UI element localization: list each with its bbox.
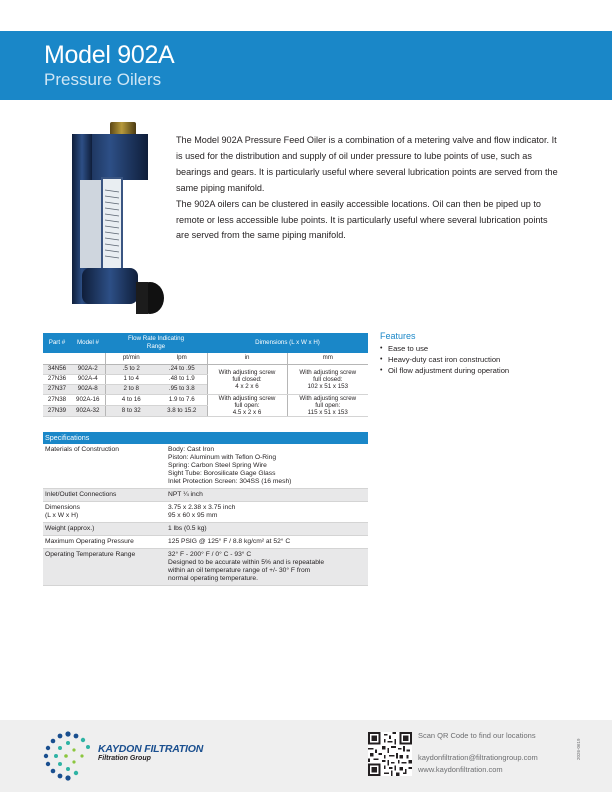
- cell-part: 27N38: [43, 394, 71, 405]
- features-title: Features: [380, 331, 416, 341]
- cell-dims-closed-in: [207, 364, 287, 394]
- cell-model: 902A-32: [71, 405, 105, 416]
- spec-line: 125 PSIG @ 125° F / 8.8 kg/cm² at 52° C: [168, 538, 291, 545]
- cell-model: 902A-2: [71, 364, 105, 374]
- dims-text: With adjusting screw: [218, 368, 276, 376]
- col-header-blank-2: [71, 353, 105, 364]
- spec-line: 95 x 60 x 95 mm: [168, 512, 218, 519]
- spec-label-line: Dimensions: [45, 504, 80, 511]
- spec-value: [168, 523, 368, 535]
- cell-ptmin: 8 to 32: [105, 405, 157, 416]
- spec-line: Piston: Aluminum with Teflon O-Ring: [168, 454, 277, 461]
- cell-ptmin: 1 to 4: [105, 374, 157, 384]
- feature-item: • Heavy-duty cast iron construction: [380, 354, 580, 365]
- dims-text: full open:: [234, 401, 260, 409]
- cell-dims-open-in: [207, 394, 287, 416]
- col-header-lpm: lpm: [157, 353, 207, 364]
- feature-item: • Oil flow adjustment during operation: [380, 365, 580, 376]
- col-header-model: Model #: [71, 333, 105, 353]
- cell-lpm: .48 to 1.9: [157, 374, 207, 384]
- specifications-title: Specifications: [43, 432, 368, 444]
- dims-text: With adjusting screw: [299, 368, 357, 376]
- dims-text: full closed:: [313, 375, 343, 383]
- spec-label: Maximum Operating Pressure: [45, 538, 134, 545]
- dims-text: 4.5 x 2 x 6: [232, 408, 262, 416]
- spec-row: [43, 549, 368, 586]
- spec-line: Designed to be accurate within 5% and is repeatable: [168, 559, 325, 566]
- table-row: [43, 364, 368, 374]
- spec-value: [168, 549, 368, 585]
- cell-part: 34N56: [43, 364, 71, 374]
- col-header-part: Part #: [43, 333, 71, 353]
- col-header-blank-1: [43, 353, 71, 364]
- col-header-ptmin: pt/min: [105, 353, 157, 364]
- cell-ptmin: .5 to 2: [105, 364, 157, 374]
- cell-model: 902A-16: [71, 394, 105, 405]
- cell-model: 902A-8: [71, 384, 105, 394]
- col-header-mm: mm: [287, 353, 368, 364]
- spec-label-line: (L x W x H): [45, 512, 79, 519]
- footer: [0, 720, 612, 792]
- intro-paragraph-2: The 902A oilers can be clustered in easily accessible locations. Oil can then be piped up to remote or less accessible lube points. It is particularly useful where several lubrication points are served from the same piping manifold.: [176, 198, 548, 241]
- col-header-in: in: [207, 353, 287, 364]
- spec-value: [168, 536, 368, 548]
- spec-value: [168, 502, 368, 522]
- cell-part: 27N37: [43, 384, 71, 394]
- features-section: [380, 331, 580, 377]
- parts-table: [43, 333, 368, 417]
- spec-value: [168, 444, 368, 488]
- dims-text: 4 x 2 x 6: [235, 382, 259, 390]
- intro-text: [176, 133, 562, 244]
- website-link[interactable]: www.kaydonfiltration.com: [418, 764, 503, 774]
- spec-value: [168, 489, 368, 501]
- cell-lpm: 1.9 to 7.6: [157, 394, 207, 405]
- spec-label: Materials of Construction: [45, 446, 119, 453]
- spec-row: [43, 502, 368, 523]
- cell-ptmin: 2 to 8: [105, 384, 157, 394]
- col-header-dimensions: Dimensions (L x W x H): [207, 333, 368, 353]
- dims-text: With adjusting screw: [218, 394, 276, 402]
- spec-line: 32° F - 200° F / 0° C - 93° C: [168, 551, 252, 558]
- brand-group: Filtration Group: [98, 755, 151, 762]
- spec-line: Spring: Carbon Steel Spring Wire: [168, 462, 267, 469]
- cell-lpm: 3.8 to 15.2: [157, 405, 207, 416]
- cell-lpm: .24 to .95: [157, 364, 207, 374]
- spec-label: [43, 502, 168, 522]
- dims-text: full open:: [315, 401, 341, 409]
- specifications-table: [43, 432, 368, 586]
- spec-line: NPT ¼ inch: [168, 491, 203, 498]
- kaydon-logo-icon: [38, 728, 98, 786]
- product-image: [64, 118, 168, 324]
- dims-text: 115 x 51 x 153: [307, 408, 348, 416]
- brand-name: KAYDON FILTRATION: [98, 743, 204, 755]
- cell-model: 902A-4: [71, 374, 105, 384]
- intro-paragraph-1: The Model 902A Pressure Feed Oiler is a combination of a metering valve and flow indicator. It is used for the distribution and supply of oil under pressure to lube points of use, such as bearings and gears. It is particularly useful where several lubrication points are served from the same piping manifold.: [176, 135, 558, 193]
- page-title: Model 902A: [44, 41, 175, 69]
- spec-line: 3.75 x 2.38 x 3.75 inch: [168, 504, 236, 511]
- spec-row: [43, 536, 368, 549]
- feature-item: • Ease to use: [380, 343, 580, 354]
- spec-line: within an oil temperature range of +/- 30° F from: [168, 567, 311, 574]
- spec-label: Inlet/Outlet Connections: [45, 491, 117, 498]
- brand-block: [98, 743, 203, 762]
- cell-part: 27N39: [43, 405, 71, 416]
- spec-line: normal operating temperature.: [168, 575, 258, 582]
- email-link[interactable]: kaydonfiltration@filtrationgroup.com: [418, 753, 538, 762]
- spec-row: [43, 523, 368, 536]
- col-header-flow-rate: Flow Rate Indicating Range: [105, 333, 207, 353]
- cell-part: 27N36: [43, 374, 71, 384]
- spec-line: Sight Tube: Borosilicate Gage Glass: [168, 470, 276, 477]
- spec-line: 1 lbs (0.5 kg): [168, 525, 207, 532]
- cell-ptmin: 4 to 16: [105, 394, 157, 405]
- contact-block: [418, 731, 538, 775]
- scan-qr-text: Scan QR Code to find our locations: [418, 731, 536, 740]
- spec-row: [43, 444, 368, 489]
- dims-text: With adjusting screw: [299, 394, 357, 402]
- title-banner: [0, 31, 612, 100]
- document-id: 2026-0619: [576, 738, 581, 760]
- spec-label: Weight (approx.): [45, 525, 95, 532]
- dims-text: full closed:: [232, 375, 262, 383]
- spec-row: [43, 489, 368, 502]
- page-subtitle: Pressure Oilers: [44, 70, 162, 89]
- dims-text: 102 x 51 x 153: [307, 382, 349, 390]
- table-row: [43, 394, 368, 405]
- features-list: [380, 343, 580, 377]
- qr-code-icon[interactable]: [368, 732, 412, 776]
- spec-label: Operating Temperature Range: [45, 551, 136, 558]
- spec-line: Body: Cast Iron: [168, 446, 215, 453]
- cell-lpm: .95 to 3.8: [157, 384, 207, 394]
- cell-dims-open-mm: [287, 394, 368, 416]
- cell-dims-closed-mm: [287, 364, 368, 394]
- spec-line: Inlet Protection Screen: 304SS (16 mesh): [168, 478, 292, 485]
